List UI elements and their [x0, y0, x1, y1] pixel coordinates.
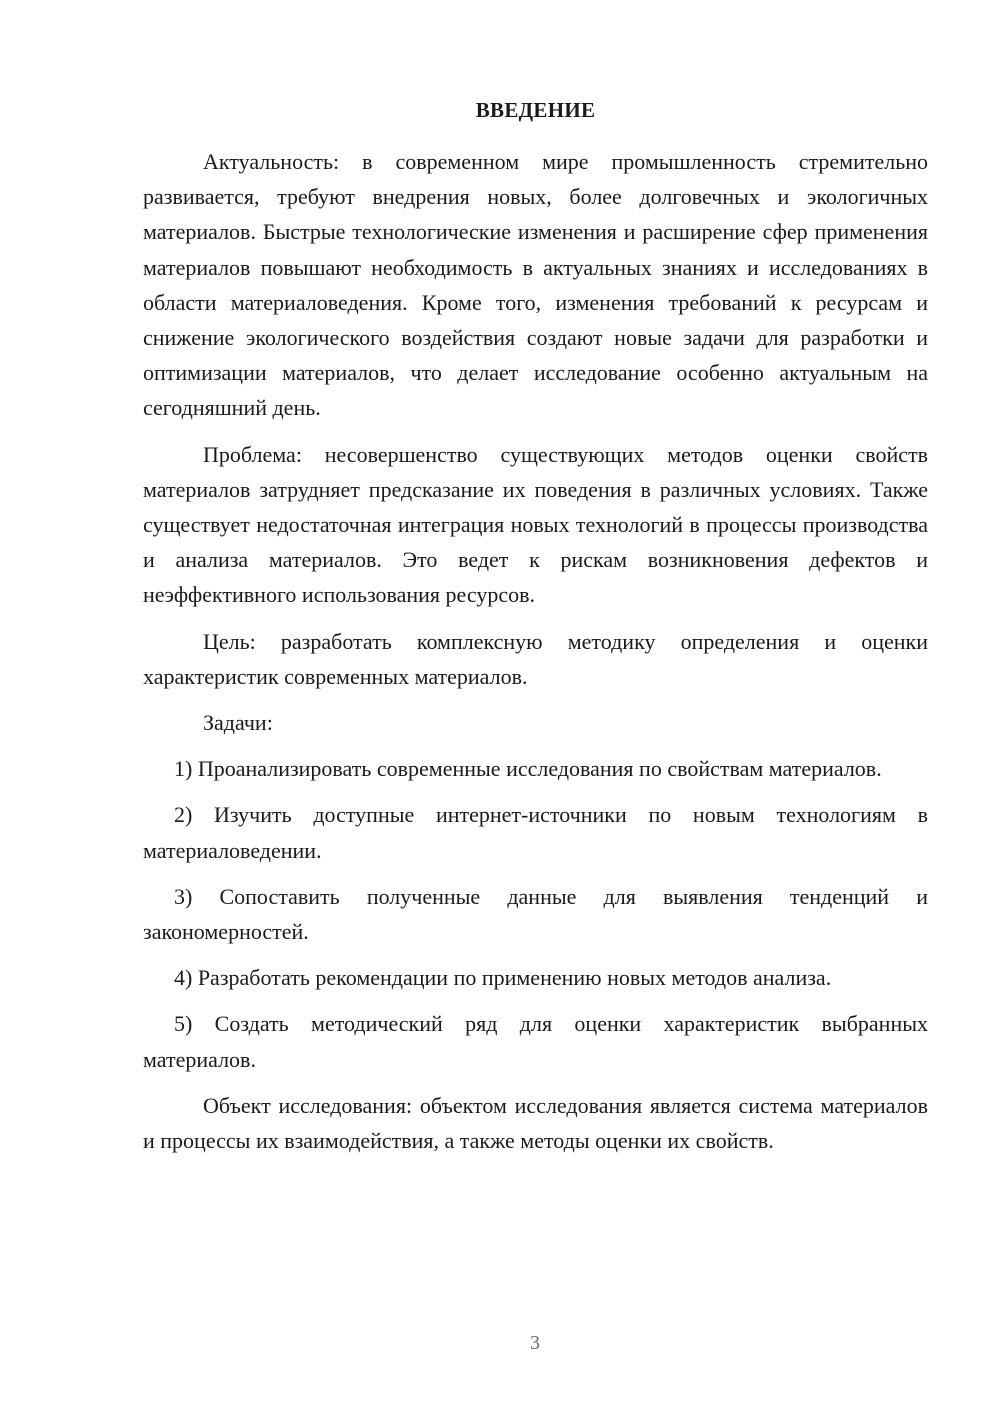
- relevance-paragraph: Актуальность: в современном мире промышленность стремительно развивается, требуют внедрения новых, более долговечных и экологичных материалов. Быстрые технологические изменения и расширение сфер применения материалов повышают необходимость в актуальных знаниях и исследованиях в области материаловедения. Кроме того, изменения требований к ресурсам и снижение экологического воздействия создают новые задачи для разработки и оптимизации материалов, что делает исследование особенно актуальным на сегодняшний день.: [143, 149, 928, 421]
- document-page: [143, 92, 928, 1169]
- page-number: 3: [530, 1332, 540, 1354]
- task-item-2: 2) Изучить доступные интернет-источники по новым технологиям в материаловедении.: [143, 802, 928, 863]
- task-item-5: 5) Создать методический ряд для оценки характеристик выбранных материалов.: [143, 1011, 928, 1072]
- goal-paragraph: Цель: разработать комплексную методику определения и оценки характеристик современных материалов.: [143, 628, 928, 689]
- task-item-4: 4) Разработать рекомендации по применению новых методов анализа.: [174, 965, 832, 991]
- tasks-title: Задачи:: [203, 710, 273, 736]
- problem-paragraph: Проблема: несовершенство существующих методов оценки свойств материалов затрудняет предсказание их поведения в различных условиях. Также существует недостаточная интеграция новых технологий в процессы производства и анализа материалов. Это ведет к рискам возникновения дефектов и неэффективного использования ресурсов.: [143, 441, 928, 608]
- section-heading: ВВЕДЕНИЕ: [475, 98, 596, 122]
- task-item-3: 3) Сопоставить полученные данные для выявления тенденций и закономерностей.: [143, 883, 928, 945]
- task-item-1: 1) Проанализировать современные исследования по свойствам материалов.: [174, 756, 882, 782]
- object-paragraph: Объект исследования: объектом исследования является система материалов и процессы их взаимодействия, а также методы оценки их свойств.: [143, 1092, 928, 1154]
